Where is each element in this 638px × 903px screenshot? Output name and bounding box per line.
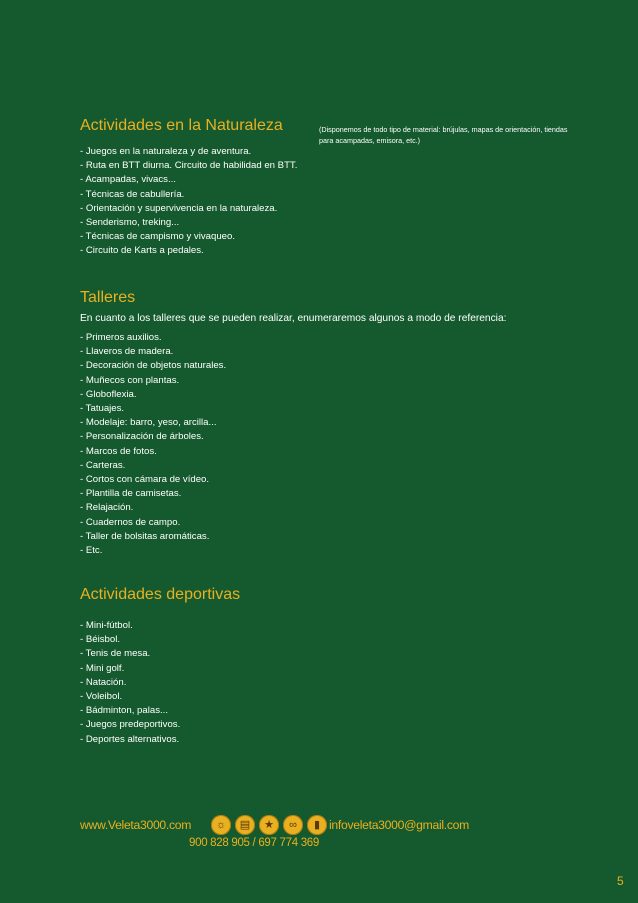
list-item: - Acampadas, vivacs... [80,174,176,186]
list-item: - Cortos con cámara de vídeo. [80,474,210,486]
email-link[interactable]: infoveleta3000@gmail.com [329,818,469,832]
list-item: - Natación. [80,676,127,688]
deportivas-list [80,619,180,747]
list-item: - Muñecos con plantas. [80,374,180,386]
list-item: - Deportes alternativos. [80,733,180,745]
compass-icon: ☼ [211,815,231,835]
list-item: - Mini golf. [80,662,125,674]
list-item: - Cuadernos de campo. [80,516,181,528]
list-item: - Juegos en la naturaleza y de aventura. [80,146,252,157]
book-icon: ▤ [235,815,255,835]
list-item: - Mini-fútbol. [80,620,133,631]
list-item: - Relajación. [80,502,134,514]
page-number: 5 [617,874,624,888]
list-item: - Carteras. [80,459,126,471]
list-item: - Ruta en BTT diurna. Circuito de habilidad en BTT. [80,160,298,172]
deportivas-title: Actividades deportivas [80,586,241,603]
website-link[interactable]: www.Veleta3000.com [80,818,192,832]
talleres-list [80,331,226,558]
list-item: - Tenis de mesa. [80,648,151,660]
list-item: - Béisbol. [80,634,120,646]
list-item: - Técnicas de campismo y vivaqueo. [80,231,235,243]
list-item: - Etc. [80,545,103,557]
list-item: - Personalización de árboles. [80,431,204,443]
naturaleza-title: Actividades en la Naturaleza [80,117,283,134]
list-item: - Llaveros de madera. [80,346,174,358]
list-item: - Bádminton, palas... [80,705,168,717]
list-item: - Senderismo, treking... [80,217,180,229]
list-item: - Voleibol. [80,691,123,703]
list-item: - Juegos predeportivos. [80,719,181,731]
award-icon: ★ [259,815,279,835]
material-note: (Disponemos de todo tipo de material: brújulas, mapas de orientación, tiendas para acampadas, emisora, etc.) [319,125,568,145]
list-item: - Taller de bolsitas aromáticas. [80,530,210,542]
bicycle-icon: ∞ [283,815,303,835]
naturaleza-list [80,145,297,259]
talleres-title: Talleres [80,289,136,306]
backpack-icon: ▮ [307,815,327,835]
list-item: - Decoración de objetos naturales. [80,360,227,372]
list-item: - Circuito de Karts a pedales. [80,245,204,257]
list-item: - Marcos de fotos. [80,445,157,457]
phone-numbers: 900 828 905 / 697 774 369 [189,837,319,849]
list-item: - Globoflexia. [80,388,137,400]
list-item: - Plantilla de camisetas. [80,488,182,500]
list-item: - Primeros auxilios. [80,332,162,343]
list-item: - Modelaje: barro, yeso, arcilla... [80,417,217,429]
list-item: - Técnicas de cabullería. [80,188,185,200]
list-item: - Orientación y supervivencia en la naturaleza. [80,202,278,214]
talleres-intro: En cuanto a los talleres que se pueden realizar, enumeraremos algunos a modo de referencia: [80,313,507,324]
list-item: - Tatuajes. [80,403,125,415]
